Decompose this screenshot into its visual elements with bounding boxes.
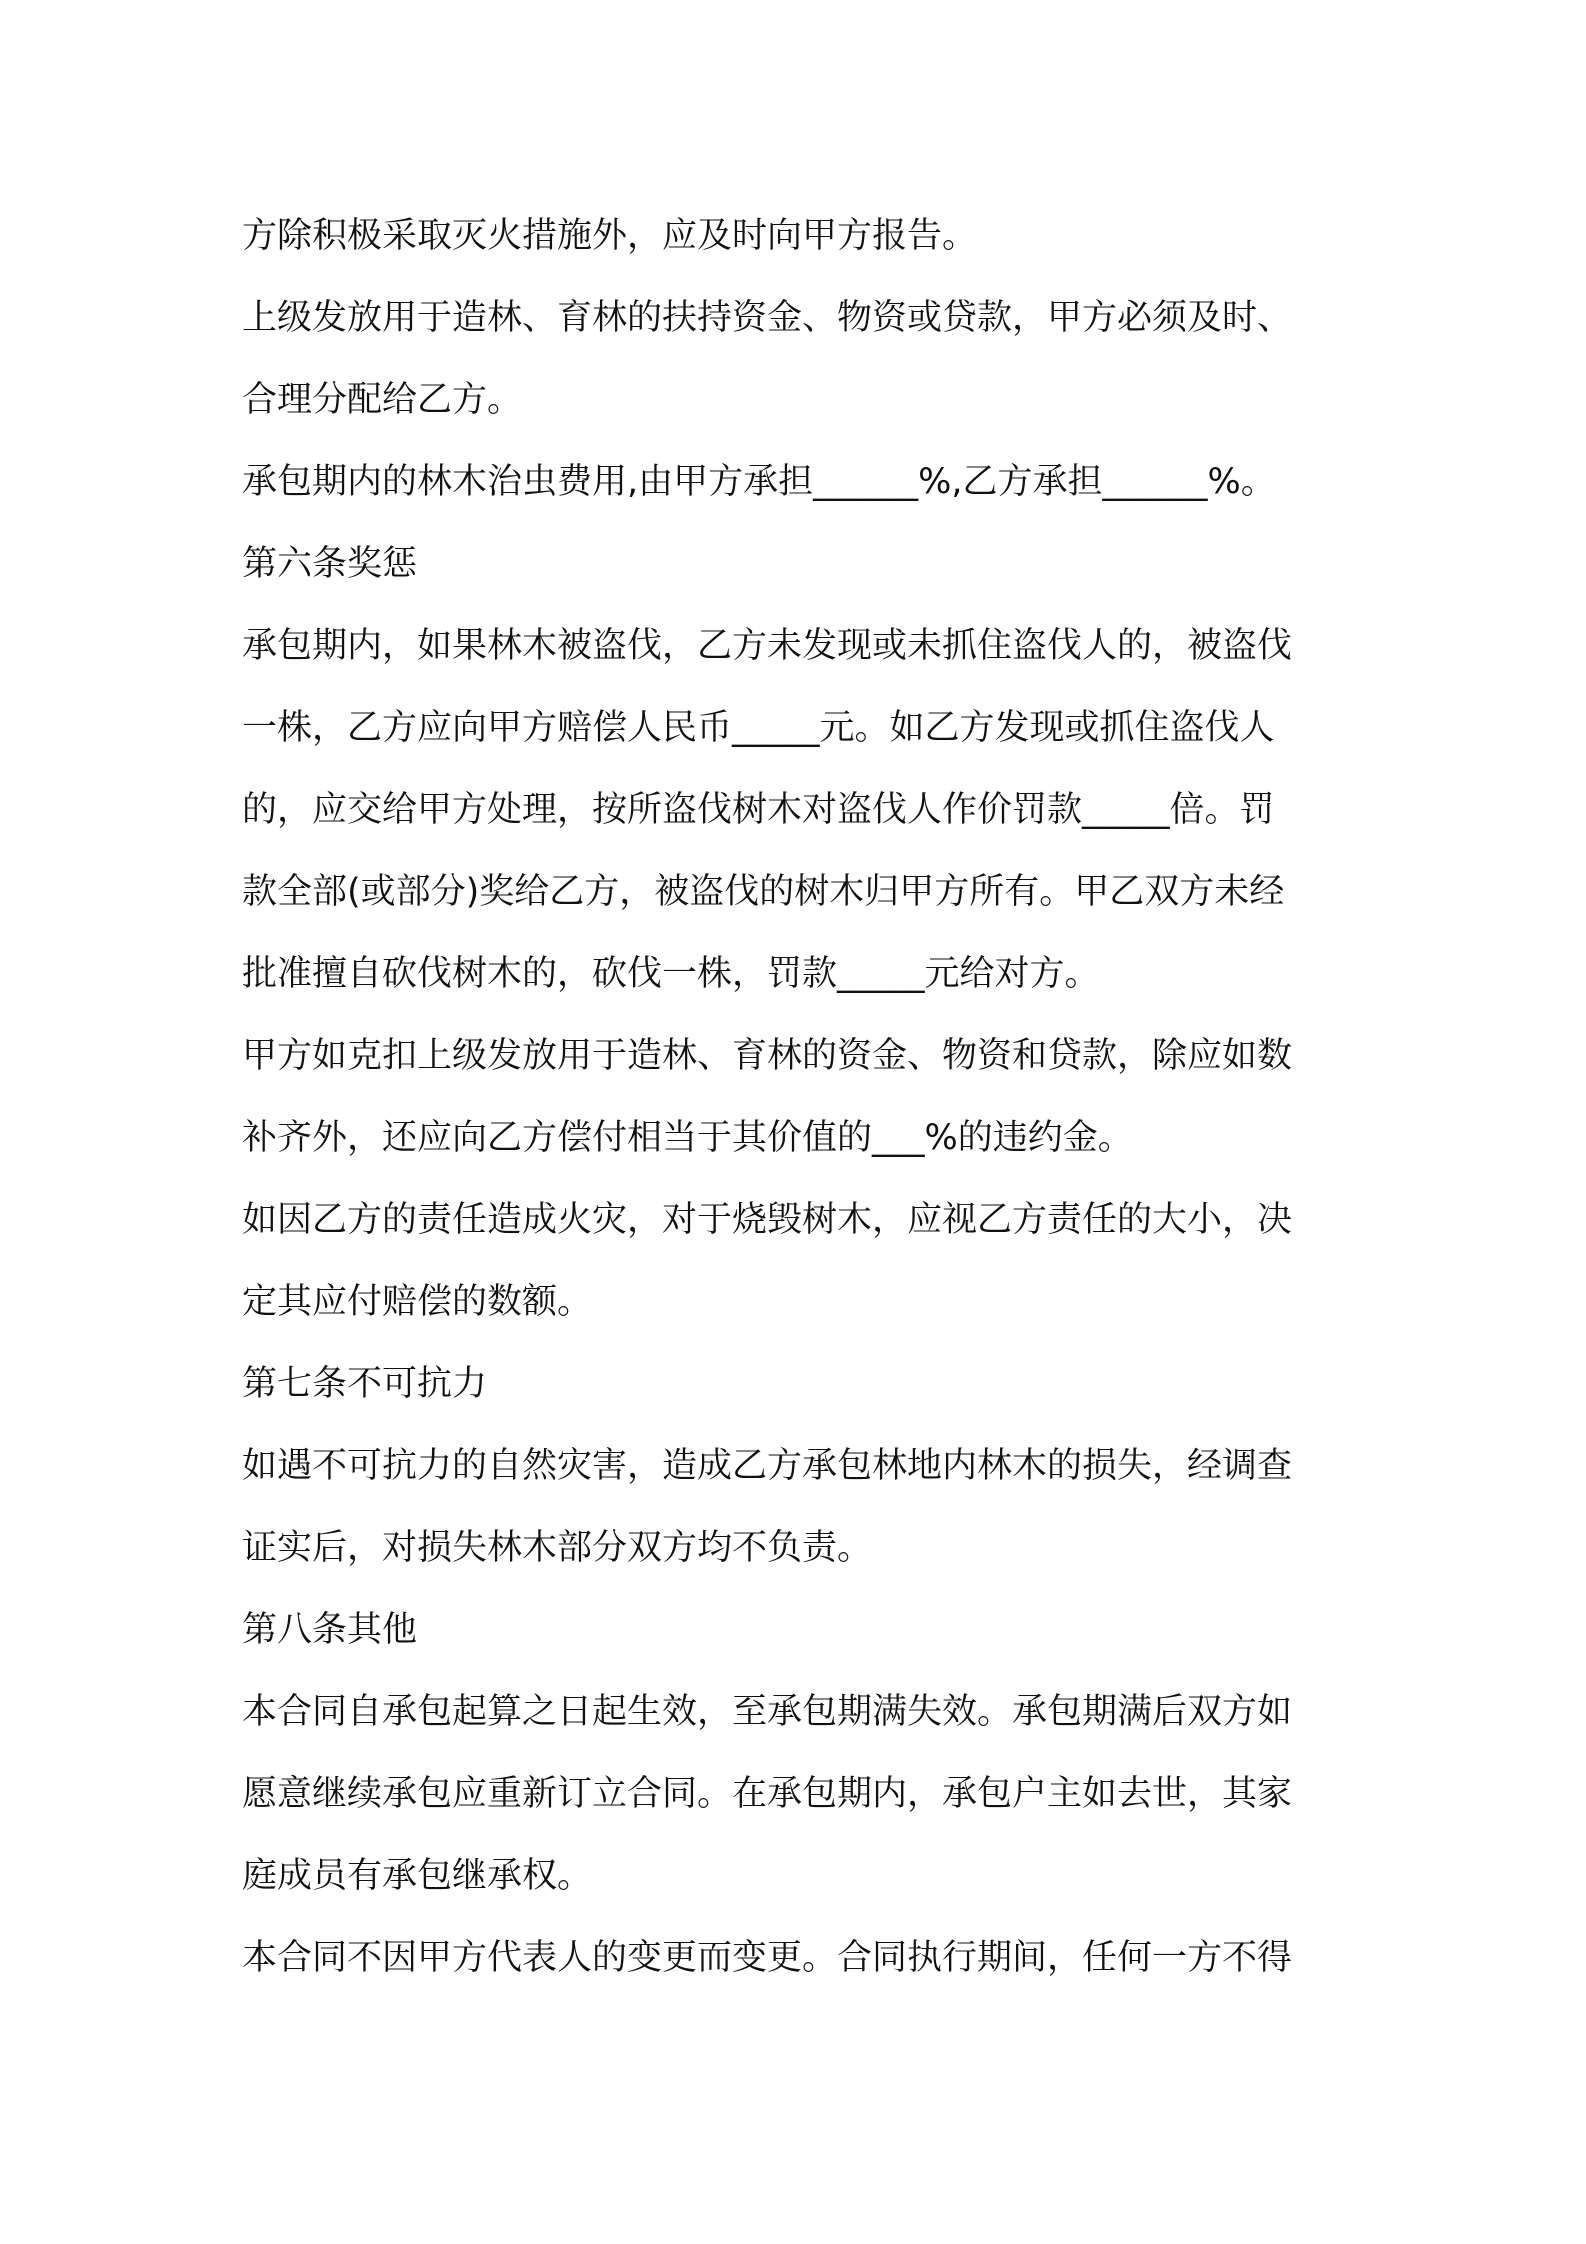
text-line: 如遇不可抗力的自然灾害，造成乙方承包林地内林木的损失，经调查 (242, 1446, 1293, 1486)
text-line: 证实后，对损失林木部分双方均不负责。 (242, 1528, 873, 1568)
text-line: 甲方如克扣上级发放用于造林、育林的资金、物资和贷款，除应如数 (242, 1036, 1293, 1076)
text-line: 本合同不因甲方代表人的变更而变更。合同执行期间，任何一方不得 (242, 1938, 1293, 1978)
section-heading: 第六条奖惩 (242, 544, 418, 584)
text-line: 批准擅自砍伐树木的，砍伐一株，罚款_____元给对方。 (242, 954, 1100, 994)
text-line: 款全部(或部分)奖给乙方，被盗伐的树木归甲方所有。甲乙双方未经 (242, 872, 1285, 912)
section-heading: 第七条不可抗力 (242, 1364, 488, 1404)
text-line: 定其应付赔偿的数额。 (242, 1282, 593, 1322)
text-line: 的，应交给甲方处理，按所盗伐树木对盗伐人作价罚款_____倍。罚 (242, 790, 1275, 830)
text-line: 一株，乙方应向甲方赔偿人民币_____元。如乙方发现或抓住盗伐人 (242, 708, 1275, 748)
text-line: 本合同自承包起算之日起生效，至承包期满失效。承包期满后双方如 (242, 1692, 1293, 1732)
section-heading: 第八条其他 (242, 1610, 418, 1650)
text-line: 方除积极采取灭火措施外，应及时向甲方报告。 (242, 216, 978, 256)
text-line: 合理分配给乙方。 (242, 380, 523, 420)
text-line: 承包期内的林木治虫费用,由甲方承担______%,乙方承担______%。 (242, 462, 1276, 502)
text-line: 如因乙方的责任造成火灾，对于烧毁树木，应视乙方责任的大小，决 (242, 1200, 1293, 1240)
text-line: 庭成员有承包继承权。 (242, 1856, 593, 1896)
text-line: 愿意继续承包应重新订立合同。在承包期内，承包户主如去世，其家 (242, 1774, 1293, 1814)
text-line: 上级发放用于造林、育林的扶持资金、物资或贷款，甲方必须及时、 (242, 298, 1293, 338)
text-line: 补齐外，还应向乙方偿付相当于其价值的___%的违约金。 (242, 1118, 1133, 1158)
contract-body (242, 195, 1352, 1999)
text-line: 承包期内，如果林木被盗伐，乙方未发现或未抓住盗伐人的，被盗伐 (242, 626, 1293, 666)
